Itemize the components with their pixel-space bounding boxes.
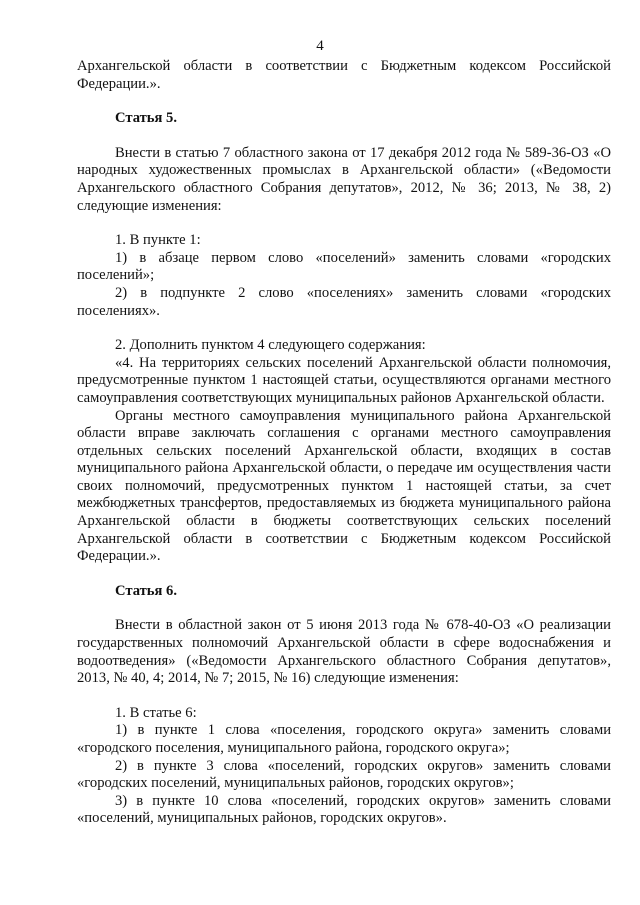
article-5-item-1-title: 1. В пункте 1: bbox=[115, 232, 201, 249]
spacer bbox=[77, 128, 611, 145]
spacer bbox=[77, 320, 611, 337]
spacer bbox=[77, 215, 611, 232]
article-5-item-2-para-2: Органы местного самоуправления муниципального района Архангельской области вправе заключать соглашения с органами местного самоуправления отдельных сельских поселений Архангельской области, входящих в состав муниципального района Архангельской области, о передаче им осуществления части своих полномочий, предусмотренных пунктом 1 настоящей статьи, за счет межбюджетных трансфертов, предоставляемых из бюджета муниципального района Архангельской области в бюджеты соответствующих сельских поселений Архангельской области в соответствии с Бюджетным кодексом Российской Федерации.». bbox=[77, 407, 611, 565]
spacer bbox=[77, 93, 611, 110]
article-6-sub-3: 3) в пункте 10 слова «поселений, городских округов» заменить словами «поселений, муниципальных районов, городских округов». bbox=[77, 792, 611, 827]
article-5-heading: Статья 5. bbox=[115, 110, 177, 127]
page-number: 4 bbox=[316, 38, 324, 54]
article-5-item-1-sub-2: 2) в подпункте 2 слово «поселениях» заменить словами «городских поселениях». bbox=[77, 284, 611, 319]
paragraph-intro: Архангельской области в соответствии с Бюджетным кодексом Российской Федерации.». bbox=[77, 58, 611, 92]
spacer bbox=[77, 688, 611, 705]
article-6-sub-2: 2) в пункте 3 слова «поселений, городских округов» заменить словами «городских поселений, муниципальных районов, городских округов»; bbox=[77, 757, 611, 792]
article-6-sub-1: 1) в пункте 1 слова «поселения, городского округа» заменить словами «городского поселения, муниципального района, городского округа»; bbox=[77, 722, 611, 756]
article-5-item-2-para-1: «4. На территориях сельских поселений Архангельской области полномочия, предусмотренные пунктом 1 настоящей статьи, осуществляются органами местного самоуправления соответствующих муниципальных районов Архангельской области. bbox=[77, 354, 611, 406]
article-6-item-1-title: 1. В статье 6: bbox=[115, 704, 197, 721]
article-5-item-2-title: 2. Дополнить пунктом 4 следующего содержания: bbox=[115, 337, 426, 354]
article-5-lead: Внести в статью 7 областного закона от 17 декабря 2012 года № 589-36-ОЗ «О народных художественных промыслах в Архангельской области» («Ведомости Архангельского областного Собрания депутатов», 2012, № 36; 2013, № 38, 2) следующие изменения: bbox=[77, 144, 611, 214]
document-body bbox=[77, 58, 611, 828]
article-6-heading: Статья 6. bbox=[115, 582, 177, 599]
spacer bbox=[77, 600, 611, 617]
spacer bbox=[77, 566, 611, 583]
article-6-lead: Внести в областной закон от 5 июня 2013 года № 678-40-ОЗ «О реализации государственных полномочий Архангельской области в сфере водоснабжения и водоотведения» («Ведомости Архангельского областного Собрания депутатов», 2013, № 40, 4; 2014, № 7; 2015, № 16) следующие изменения: bbox=[77, 617, 611, 687]
article-5-item-1-sub-1: 1) в абзаце первом слово «поселений» заменить словами «городских поселений»; bbox=[77, 249, 611, 284]
